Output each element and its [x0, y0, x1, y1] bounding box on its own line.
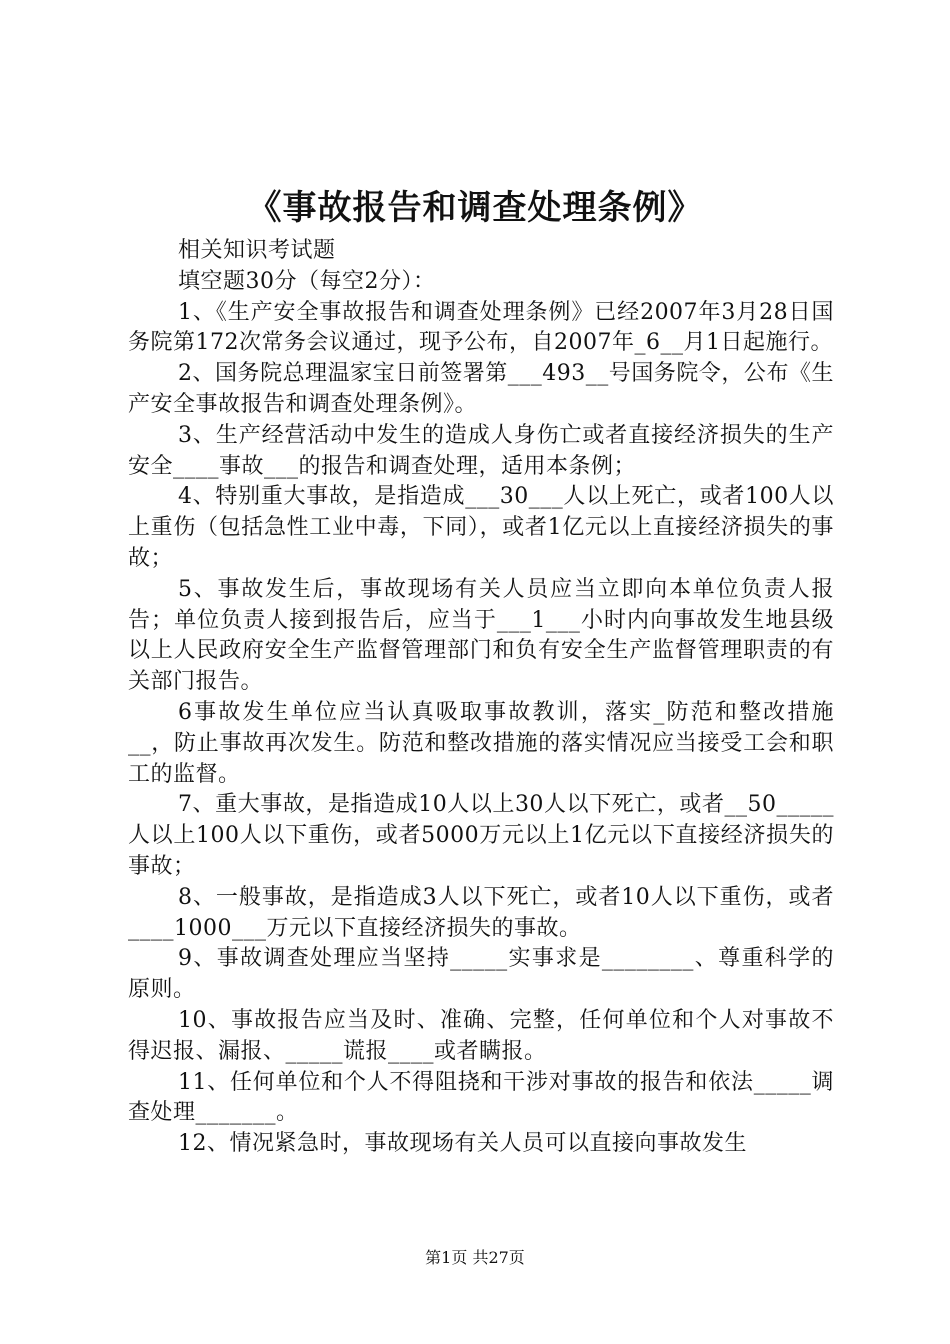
question-6: 6事故发生单位应当认真吸取事故教训，落实_防范和整改措施__，防止事故再次发生。防范和整改措施的落实情况应当接受工会和职工的监督。: [128, 699, 834, 787]
question-7: 7、重大事故，是指造成10人以上30人以下死亡，或者__50_____人以上100人以下重伤，或者5000万元以上1亿元以下直接经济损失的事故；: [128, 792, 834, 879]
question-12: 12、情况紧急时，事故现场有关人员可以直接向事故发生: [178, 1131, 747, 1157]
document-title: 《事故报告和调查处理条例》: [247, 188, 703, 228]
question-2: 2、国务院总理温家宝日前签署第___493__号国务院令，公布《生产安全事故报告和调查处理条例》。: [128, 361, 834, 417]
question-11: 11、任何单位和个人不得阻挠和干涉对事故的报告和依法_____调查处理_______。: [128, 1069, 834, 1126]
document-body: [128, 236, 834, 1160]
subtitle: 相关知识考试题: [178, 238, 336, 263]
question-1: 1、《生产安全事故报告和调查处理条例》已经2007年3月28日国务院第172次常务会议通过，现予公布，自2007年_6__月1日起施行。: [128, 299, 834, 356]
question-3: 3、生产经营活动中发生的造成人身伤亡或者直接经济损失的生产安全____事故___的报告和调查处理，适用本条例；: [128, 422, 834, 479]
question-8: 8、一般事故，是指造成3人以下死亡，或者10人以下重伤，或者____1000___万元以下直接经济损失的事故。: [128, 884, 834, 941]
question-9: 9、事故调查处理应当坚持_____实事求是________、尊重科学的原则。: [128, 946, 834, 1003]
question-10: 10、事故报告应当及时、准确、完整，任何单位和个人对事故不得迟报、漏报、_____谎报____或者瞒报。: [128, 1007, 834, 1064]
question-5: 5、事故发生后，事故现场有关人员应当立即向本单位负责人报告；单位负责人接到报告后，应当于___1___小时内向事故发生地县级以上人民政府安全生产监督管理部门和负有安全生产监督管理职责的有关部门报告。: [128, 576, 834, 695]
section-heading: 填空题30分（每空2分）：: [178, 268, 436, 294]
question-4: 4、特别重大事故，是指造成___30___人以上死亡，或者100人以上重伤（包括急性工业中毒，下同），或者1亿元以上直接经济损失的事故；: [128, 484, 834, 571]
page-number: 第1页 共27页: [425, 1248, 525, 1267]
